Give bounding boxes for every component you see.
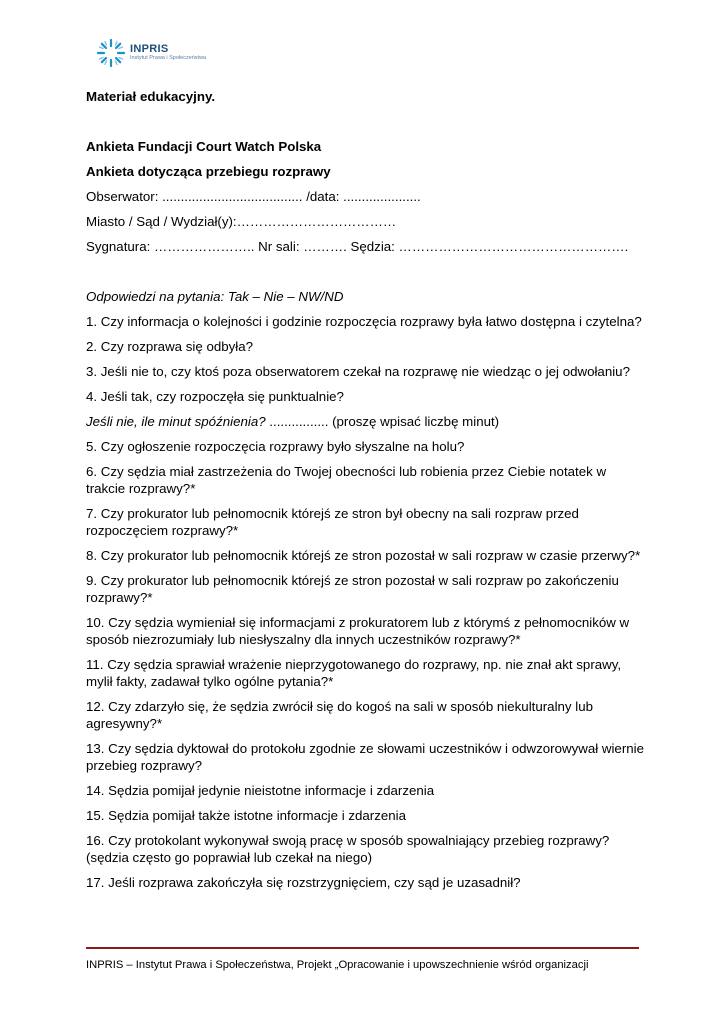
logo-subtitle: Instytut Prawa i Społeczeństwa	[130, 55, 207, 62]
question-10: 10. Czy sędzia wymieniał się informacjami z prokuratorem lub z którymś z pełnomocników w sposób niezrozumiały lub niesłyszalny dla innych uczestników rozprawy?*	[86, 615, 630, 647]
question-17: 17. Jeśli rozprawa zakończyła się rozstrzygnięciem, czy sąd je uzasadnił?	[86, 875, 521, 890]
question-3: 3. Jeśli nie to, czy ktoś poza obserwatorem czekał na rozprawę nie wiedząc o jej odwołaniu?	[86, 364, 630, 379]
question-6: 6. Czy sędzia miał zastrzeżenia do Twojej obecności lub robienia przez Ciebie notatek w trakcie rozprawy?*	[86, 464, 607, 496]
delay-question	[86, 413, 646, 430]
question-15: 15. Sędzia pomijał także istotne informacje i zdarzenia	[86, 808, 407, 823]
field-signature: Sygnatura: ………………….. Nr sali: ………. Sędzia: …………………………………………….	[86, 239, 629, 254]
field-court: Miasto / Sąd / Wydział(y):………………………………	[86, 214, 397, 229]
question-8: 8. Czy prokurator lub pełnomocnik którejś ze stron pozostał w sali rozpraw w czasie przerwy?*	[86, 548, 641, 563]
delay-question-label: Jeśli nie, ile minut spóźnienia?	[86, 414, 266, 429]
question-1: 1. Czy informacja o kolejności i godzinie rozpoczęcia rozprawy była łatwo dostępna i czytelna?	[86, 314, 642, 329]
inpris-logo	[96, 36, 206, 70]
question-5: 5. Czy ogłoszenie rozpoczęcia rozprawy było słyszalne na holu?	[86, 439, 465, 454]
question-4: 4. Jeśli tak, czy rozpoczęła się punktualnie?	[86, 389, 344, 404]
footer-divider	[86, 947, 639, 949]
question-12: 12. Czy zdarzyło się, że sędzia zwrócił się do kogoś na sali w sposób niekulturalny lub agresywny?*	[86, 699, 594, 731]
question-13: 13. Czy sędzia dyktował do protokołu zgodnie ze słowami uczestników i odwzorowywał wiernie przebieg rozprawy?	[86, 741, 644, 773]
field-observer: Obserwator: ...................................... /data: .....................	[86, 189, 421, 204]
logo-name: INPRIS	[130, 43, 169, 56]
survey-title: Ankieta Fundacji Court Watch Polska	[86, 139, 322, 154]
question-16: 16. Czy protokolant wykonywał swoją pracę w sposób spowalniający przebieg rozprawy? (sędzia często go poprawiał lub czekał na niego)	[86, 833, 610, 865]
question-9: 9. Czy prokurator lub pełnomocnik którejś ze stron pozostał w sali rozpraw po zakończeniu rozprawy?*	[86, 573, 619, 605]
survey-subtitle: Ankieta dotycząca przebiegu rozprawy	[86, 164, 331, 179]
delay-question-blank: ................ (proszę wpisać liczbę minut)	[265, 414, 500, 429]
question-14: 14. Sędzia pomijał jedynie nieistotne informacje i zdarzenia	[86, 783, 435, 798]
inpris-logo-icon	[96, 38, 126, 68]
page-heading: Materiał edukacyjny.	[86, 89, 216, 104]
document-body	[86, 88, 646, 891]
question-7: 7. Czy prokurator lub pełnomocnik którejś ze stron był obecny na sali rozpraw przed rozpoczęciem rozprawy?*	[86, 506, 579, 538]
answers-hint: Odpowiedzi na pytania: Tak – Nie – NW/ND	[86, 289, 344, 304]
question-2: 2. Czy rozprawa się odbyła?	[86, 339, 254, 354]
page-footer: INPRIS – Instytut Prawa i Społeczeństwa, Projekt „Opracowanie i upowszechnienie wśród organizacji	[86, 959, 589, 971]
question-11: 11. Czy sędzia sprawiał wrażenie nieprzygotowanego do rozprawy, np. nie znał akt sprawy, mylił fakty, zadawał tylko ogólne pytania?*	[86, 657, 622, 689]
